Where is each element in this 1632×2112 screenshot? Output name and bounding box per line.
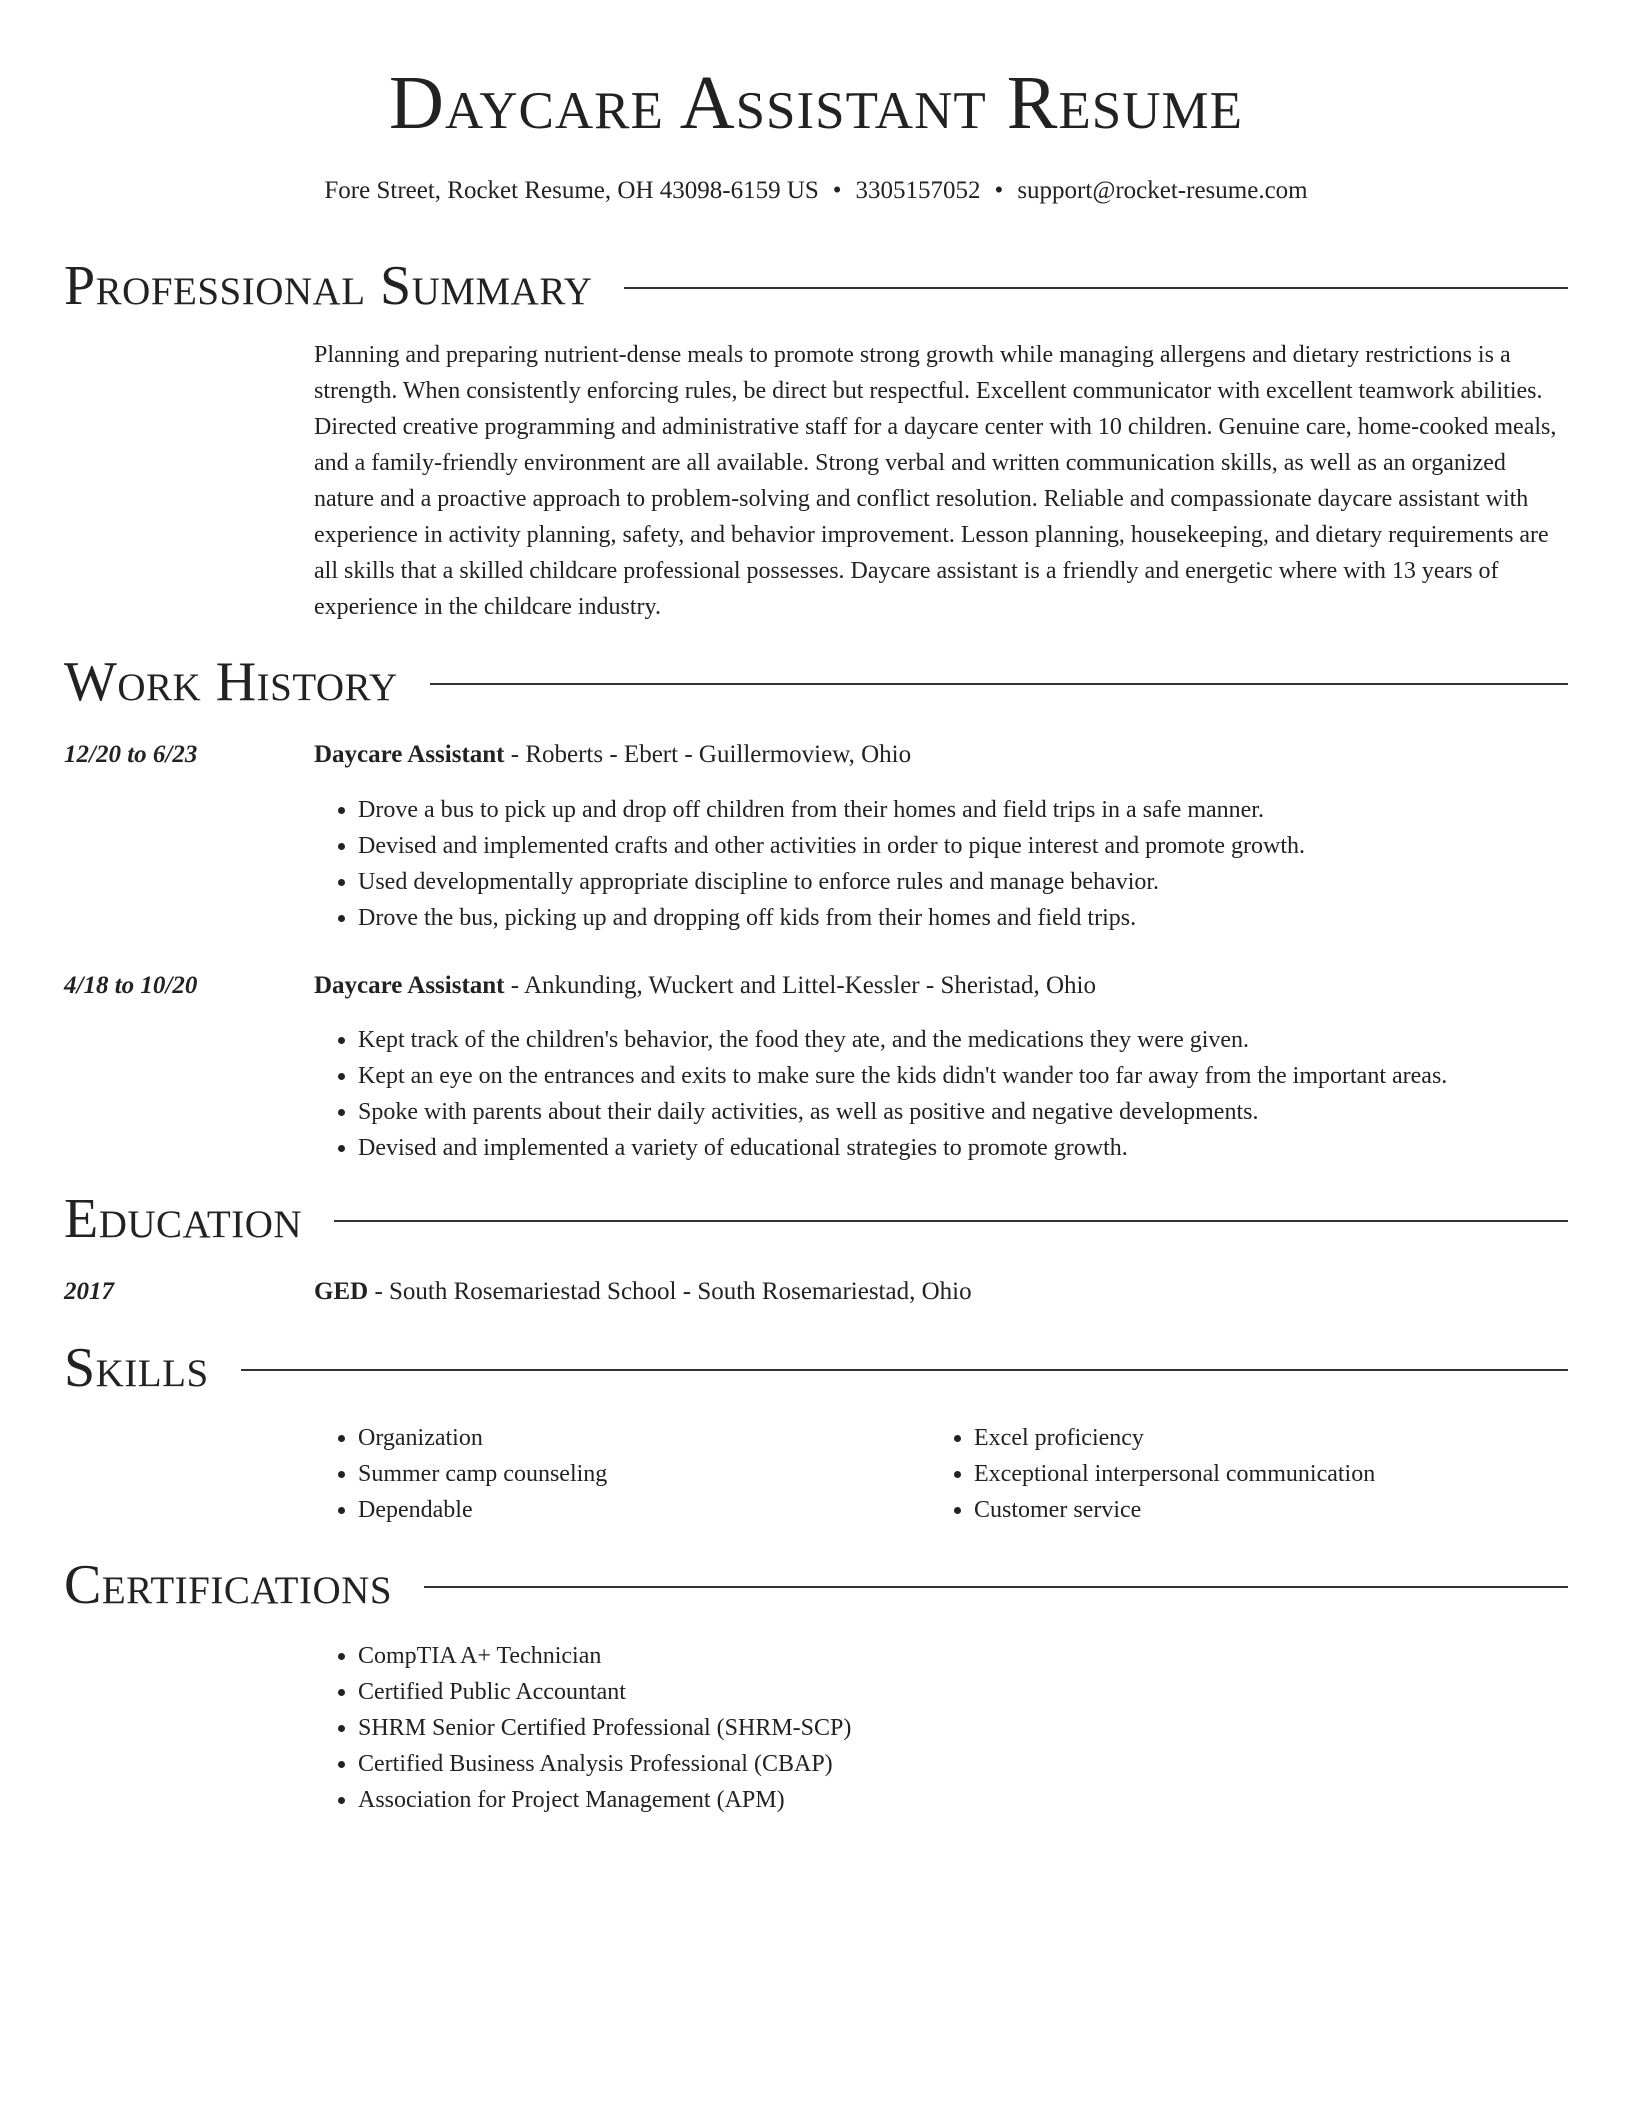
list-item: • Used developmentally appropriate discipline to enforce rules and manage behavior. — [358, 864, 1305, 900]
list-item: • Customer service — [974, 1492, 1375, 1528]
address: Fore Street, Rocket Resume, OH 43098-6159 US — [324, 177, 819, 204]
education-heading — [314, 1275, 972, 1309]
list-item: • Association for Project Management (APM) — [358, 1782, 851, 1818]
job-dates: 12/20 to 6/23 — [64, 741, 198, 768]
job-employer: - Ankunding, Wuckert and Littel-Kessler - Sheristad, Ohio — [504, 972, 1096, 999]
list-item: • Devised and implemented a variety of educational strategies to promote growth. — [358, 1130, 1447, 1166]
list-item: • Organization — [358, 1420, 607, 1456]
job-bullets — [314, 1022, 1447, 1166]
job-title: Daycare Assistant — [314, 972, 505, 999]
section-skills — [64, 1336, 1568, 1400]
contact-separator: • — [832, 177, 842, 204]
list-item: • Exceptional interpersonal communication — [974, 1456, 1375, 1492]
skills-list-left — [314, 1420, 607, 1528]
job-heading — [314, 738, 911, 772]
job-heading — [314, 969, 1096, 1003]
section-divider — [241, 1369, 1568, 1371]
list-item: • Dependable — [358, 1492, 607, 1528]
section-divider — [424, 1586, 1568, 1588]
list-item: • SHRM Senior Certified Professional (SHRM-SCP) — [358, 1710, 851, 1746]
school: - South Rosemariestad School - South Rosemariestad, Ohio — [368, 1278, 972, 1305]
section-title: Education — [64, 1188, 303, 1250]
list-item: • Devised and implemented crafts and other activities in order to pique interest and promote growth. — [358, 828, 1305, 864]
certifications-list — [314, 1638, 851, 1818]
section-divider — [334, 1220, 1568, 1222]
phone: 3305157052 — [855, 177, 981, 204]
section-divider — [430, 683, 1568, 685]
contact-line — [0, 174, 1632, 208]
section-title: Professional Summary — [64, 255, 593, 317]
section-divider — [624, 287, 1568, 289]
list-item: • Certified Business Analysis Professional (CBAP) — [358, 1746, 851, 1782]
section-title: Work History — [64, 651, 398, 713]
section-work-history — [64, 650, 1568, 714]
section-professional-summary — [64, 254, 1568, 318]
section-title: Skills — [64, 1337, 209, 1399]
job-dates: 4/18 to 10/20 — [64, 972, 198, 999]
list-item: • Kept track of the children's behavior, the food they ate, and the medications they were given. — [358, 1022, 1447, 1058]
section-title: Certifications — [64, 1554, 393, 1616]
job-employer: - Roberts - Ebert - Guillermoview, Ohio — [504, 741, 912, 768]
list-item: • CompTIA A+ Technician — [358, 1638, 851, 1674]
section-education — [64, 1187, 1568, 1251]
job-bullets — [314, 792, 1305, 936]
list-item: • Drove a bus to pick up and drop off children from their homes and field trips in a safe manner. — [358, 792, 1305, 828]
contact-separator: • — [994, 177, 1004, 204]
list-item: • Spoke with parents about their daily activities, as well as positive and negative developments. — [358, 1094, 1447, 1130]
list-item: • Certified Public Accountant — [358, 1674, 851, 1710]
section-certifications — [64, 1553, 1568, 1617]
list-item: • Summer camp counseling — [358, 1456, 607, 1492]
summary-paragraph: Planning and preparing nutrient-dense meals to promote strong growth while managing allergens and dietary restrictions is a strength. When consistently enforcing rules, be direct but respectful. Excellent communicator with excellent teamwork abilities. Directed creative programming and administrative staff for a daycare center with 10 children. Genuine care, home-cooked meals, and a family-friendly environment are all available. Strong verbal and written communication skills, as well as an organized nature and a proactive approach to problem-solving and conflict resolution. Reliable and compassionate daycare assistant with experience in activity planning, safety, and behavior improvement. Lesson planning, housekeeping, and dietary requirements are all skills that a skilled childcare professional possesses. Daycare assistant is a friendly and energetic where with 13 years of experience in the childcare industry. — [314, 342, 1557, 620]
resume-title: Daycare Assistant Resume — [388, 61, 1244, 145]
job-title: Daycare Assistant — [314, 741, 505, 768]
email: support@rocket-resume.com — [1017, 177, 1308, 204]
list-item: • Kept an eye on the entrances and exits to make sure the kids didn't wander too far away from the important areas. — [358, 1058, 1447, 1094]
list-item: • Excel proficiency — [974, 1420, 1375, 1456]
skills-list-right — [930, 1420, 1375, 1528]
list-item: • Drove the bus, picking up and dropping off kids from their homes and field trips. — [358, 900, 1305, 936]
education-year: 2017 — [64, 1278, 114, 1305]
degree: GED — [314, 1278, 369, 1305]
